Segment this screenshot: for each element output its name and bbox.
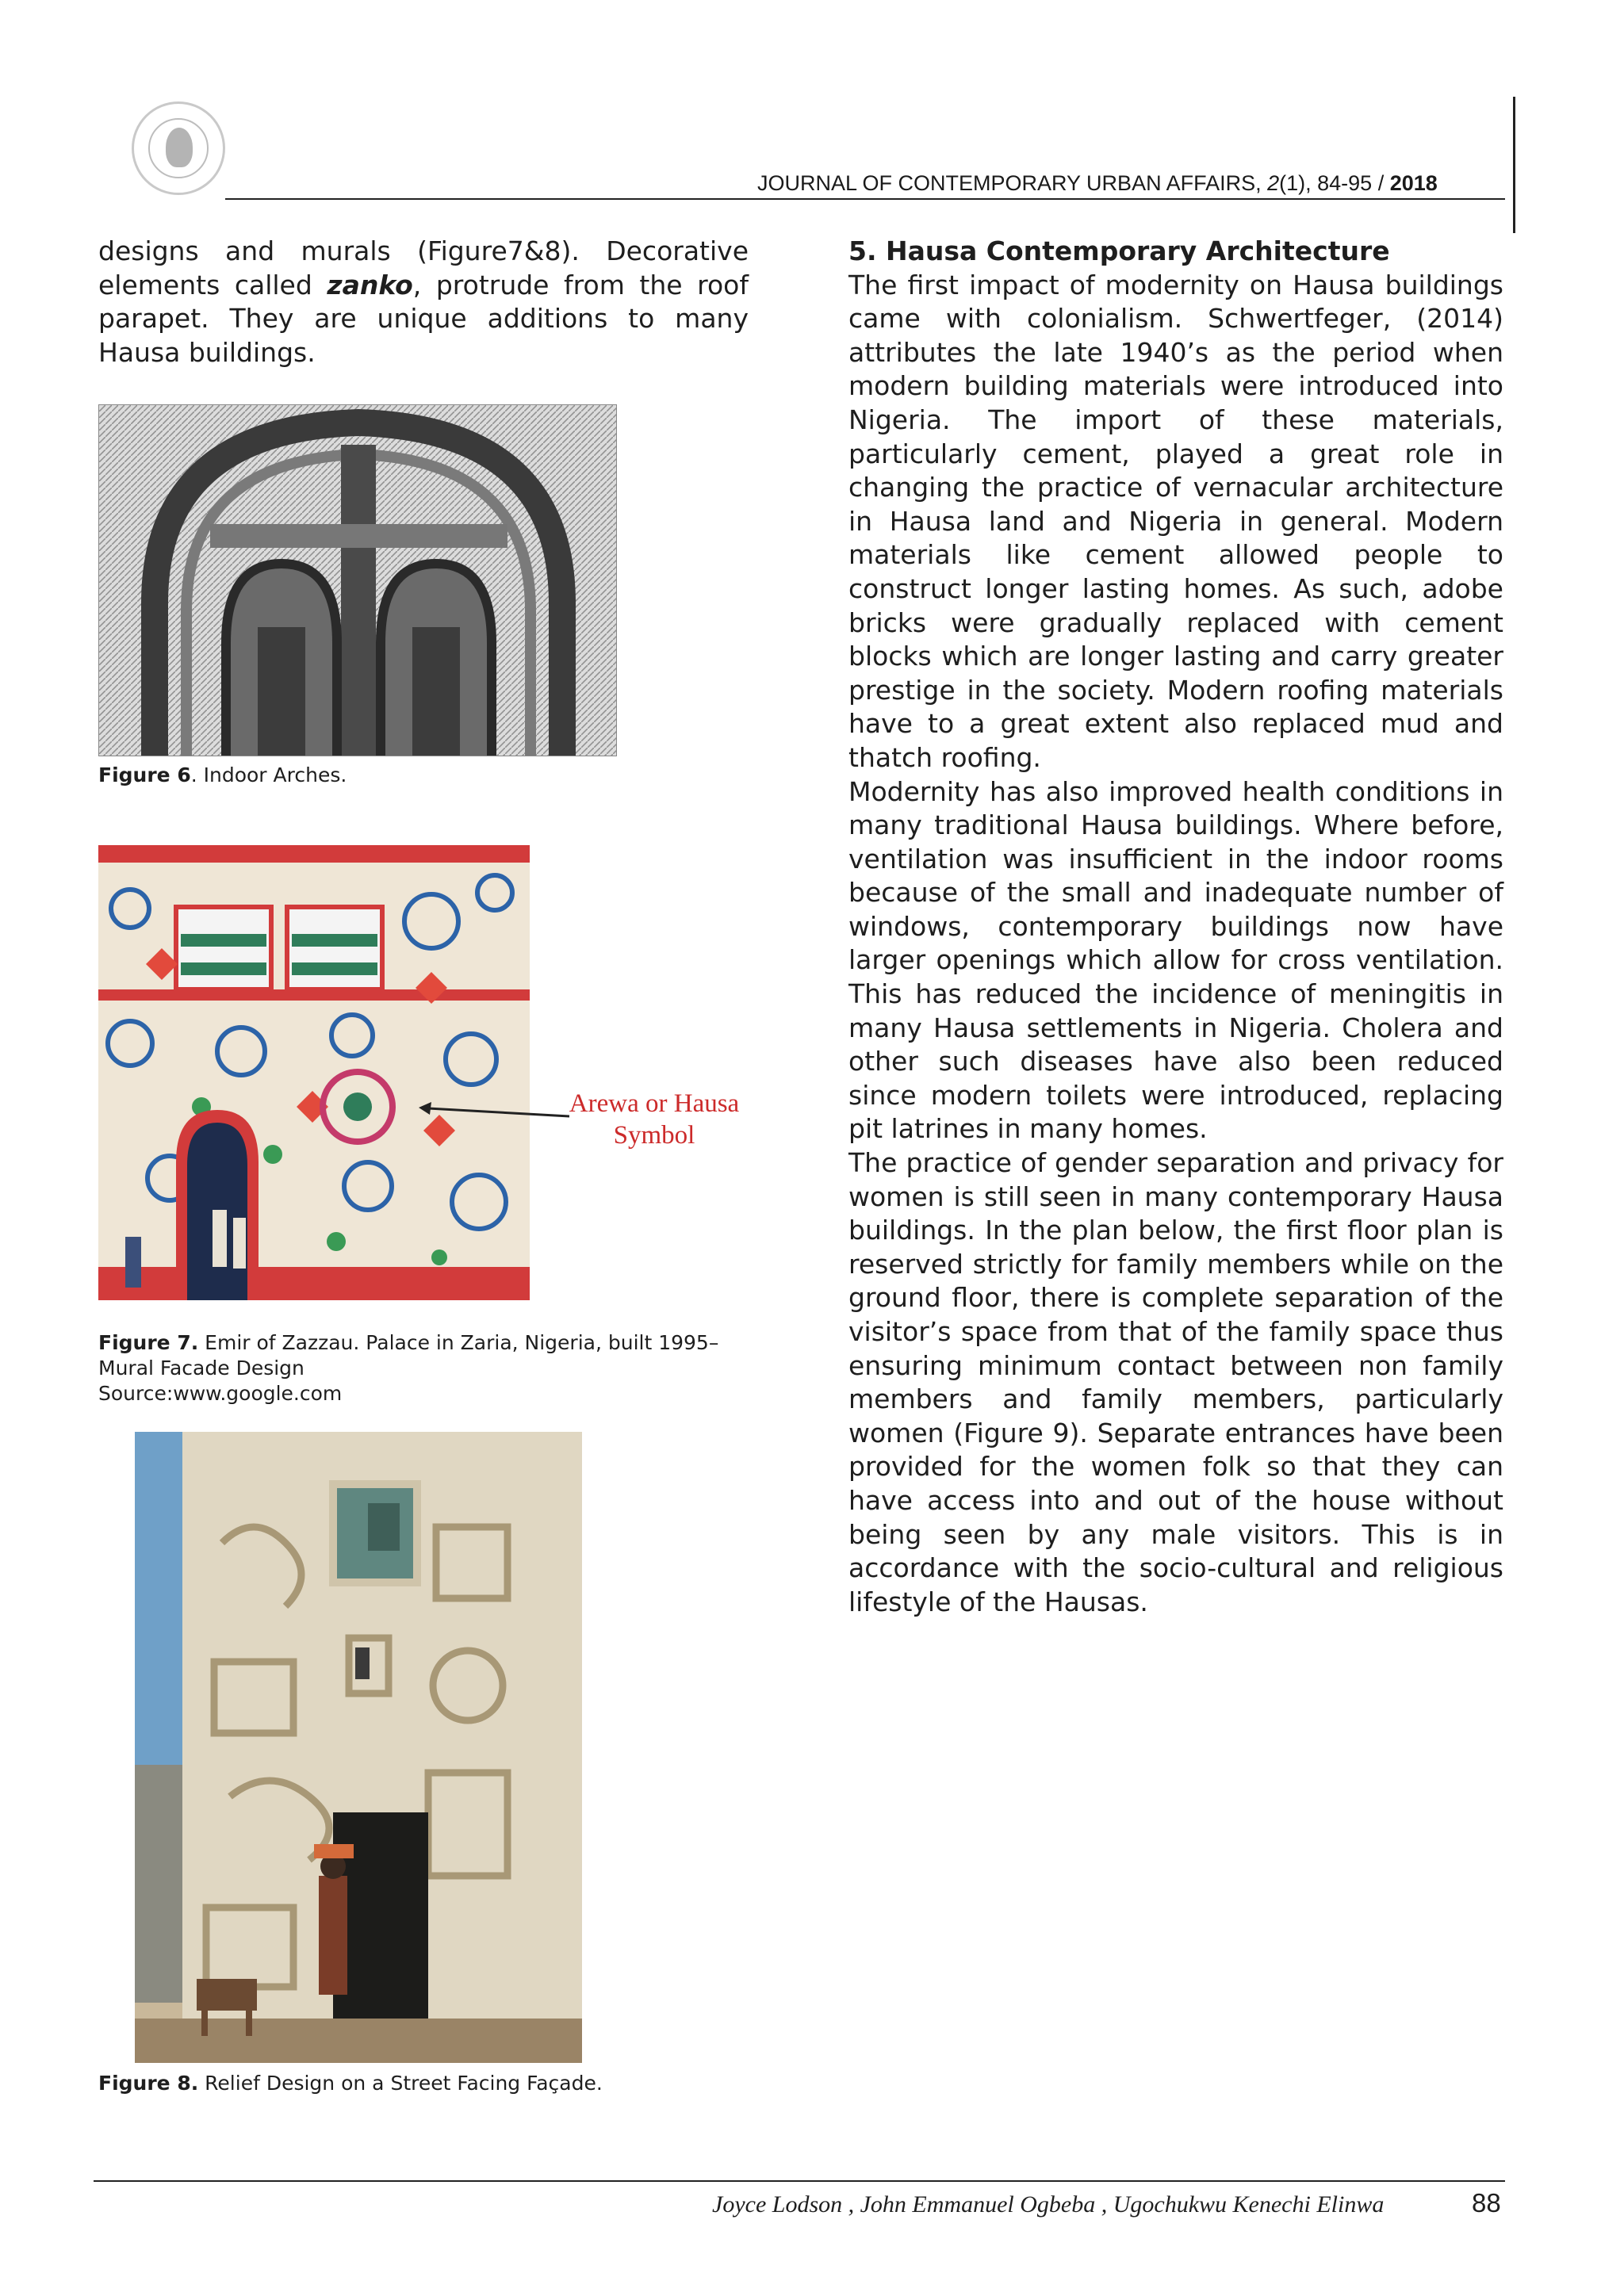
footer-rule <box>94 2180 1505 2182</box>
figure-6-caption: Figure 6. Indoor Arches. <box>98 763 347 786</box>
journal-logo <box>132 101 225 195</box>
section-heading: 5. Hausa Contemporary Architecture <box>848 235 1390 266</box>
journal-header: JOURNAL OF CONTEMPORARY URBAN AFFAIRS, 2(1), 84-95 / 2018 <box>757 171 1438 195</box>
paragraph-health-conditions: Modernity has also improved health conditions in many traditional Hausa buildings. Where before, ventilation was insufficient in the indoor rooms because of the small and inadequate number of windows, contemporary buildings now have larger openings which allow for cross ventilation. This has reduced the incidence of meningitis in many Hausa settlements in Nigeria. Cholera and other such diseases have also been reduced since modern toilets were introduced, replacing pit latrines in many homes. <box>848 775 1503 1145</box>
figure-7-caption: Figure 7. Emir of Zazzau. Palace in Zaria, Nigeria, built 1995–Mural Facade Design Source:www.google.com <box>98 1330 749 1406</box>
page-number: 88 <box>1472 2188 1501 2218</box>
figure-7-palace-facade <box>98 845 530 1300</box>
figure-6-indoor-arches <box>98 404 617 756</box>
figure-8-caption: Figure 8. Relief Design on a Street Facing Façade. <box>98 2072 603 2095</box>
term-zanko: zanko <box>327 269 413 300</box>
footer-authors: Joyce Lodson , John Emmanuel Ogbeba , Ugochukwu Kenechi Elinwa <box>712 2191 1385 2218</box>
figure-7-source: Source:www.google.com <box>98 1382 343 1405</box>
annotation-arrow-icon <box>419 1100 569 1124</box>
owl-emblem-icon <box>166 128 193 167</box>
paragraph-modern-materials: The first impact of modernity on Hausa buildings came with colonialism. Schwertfeger, (2014) attributes the late 1940’s as the period when modern building materials were introduced into Nigeria. The import of these materials, particularly cement, played a great role in changing the practice of vernacular architecture in Hausa land and Nigeria in general. Modern materials like cement allowed people to construct longer lasting homes. As such, adobe bricks were gradually replaced with cement blocks which are longer lasting and carry greater prestige in the society. Modern roofing materials have to a great extent also replaced mud and thatch roofing. <box>848 269 1503 773</box>
header-rule <box>225 198 1505 200</box>
figure-7-annotation: Arewa or Hausa Symbol <box>569 1089 740 1150</box>
paragraph-gender-separation: The practice of gender separation and privacy for women is still seen in many contemporary Hausa buildings. In the plan below, the first floor plan is reserved strictly for family members while on the ground floor, there is complete separation of the visitor’s space from that of the family space thus ensuring minimum contact between non family members and family members, particularly women (Figure 9). Separate entrances have been provided for the women folk so that they can have access into and out of the house without being seen by any male visitors. This is in accordance with the socio-cultural and religious lifestyle of the Hausas. <box>848 1147 1503 1617</box>
figure-8-relief-facade <box>135 1432 582 2063</box>
right-column-body <box>848 235 1503 1619</box>
header-vertical-bar <box>1513 97 1515 233</box>
left-column-intro: designs and murals (Figure7&8). Decorative elements called zanko, protrude from the roof parapet. They are unique additions to many Hausa buildings. <box>98 235 749 368</box>
